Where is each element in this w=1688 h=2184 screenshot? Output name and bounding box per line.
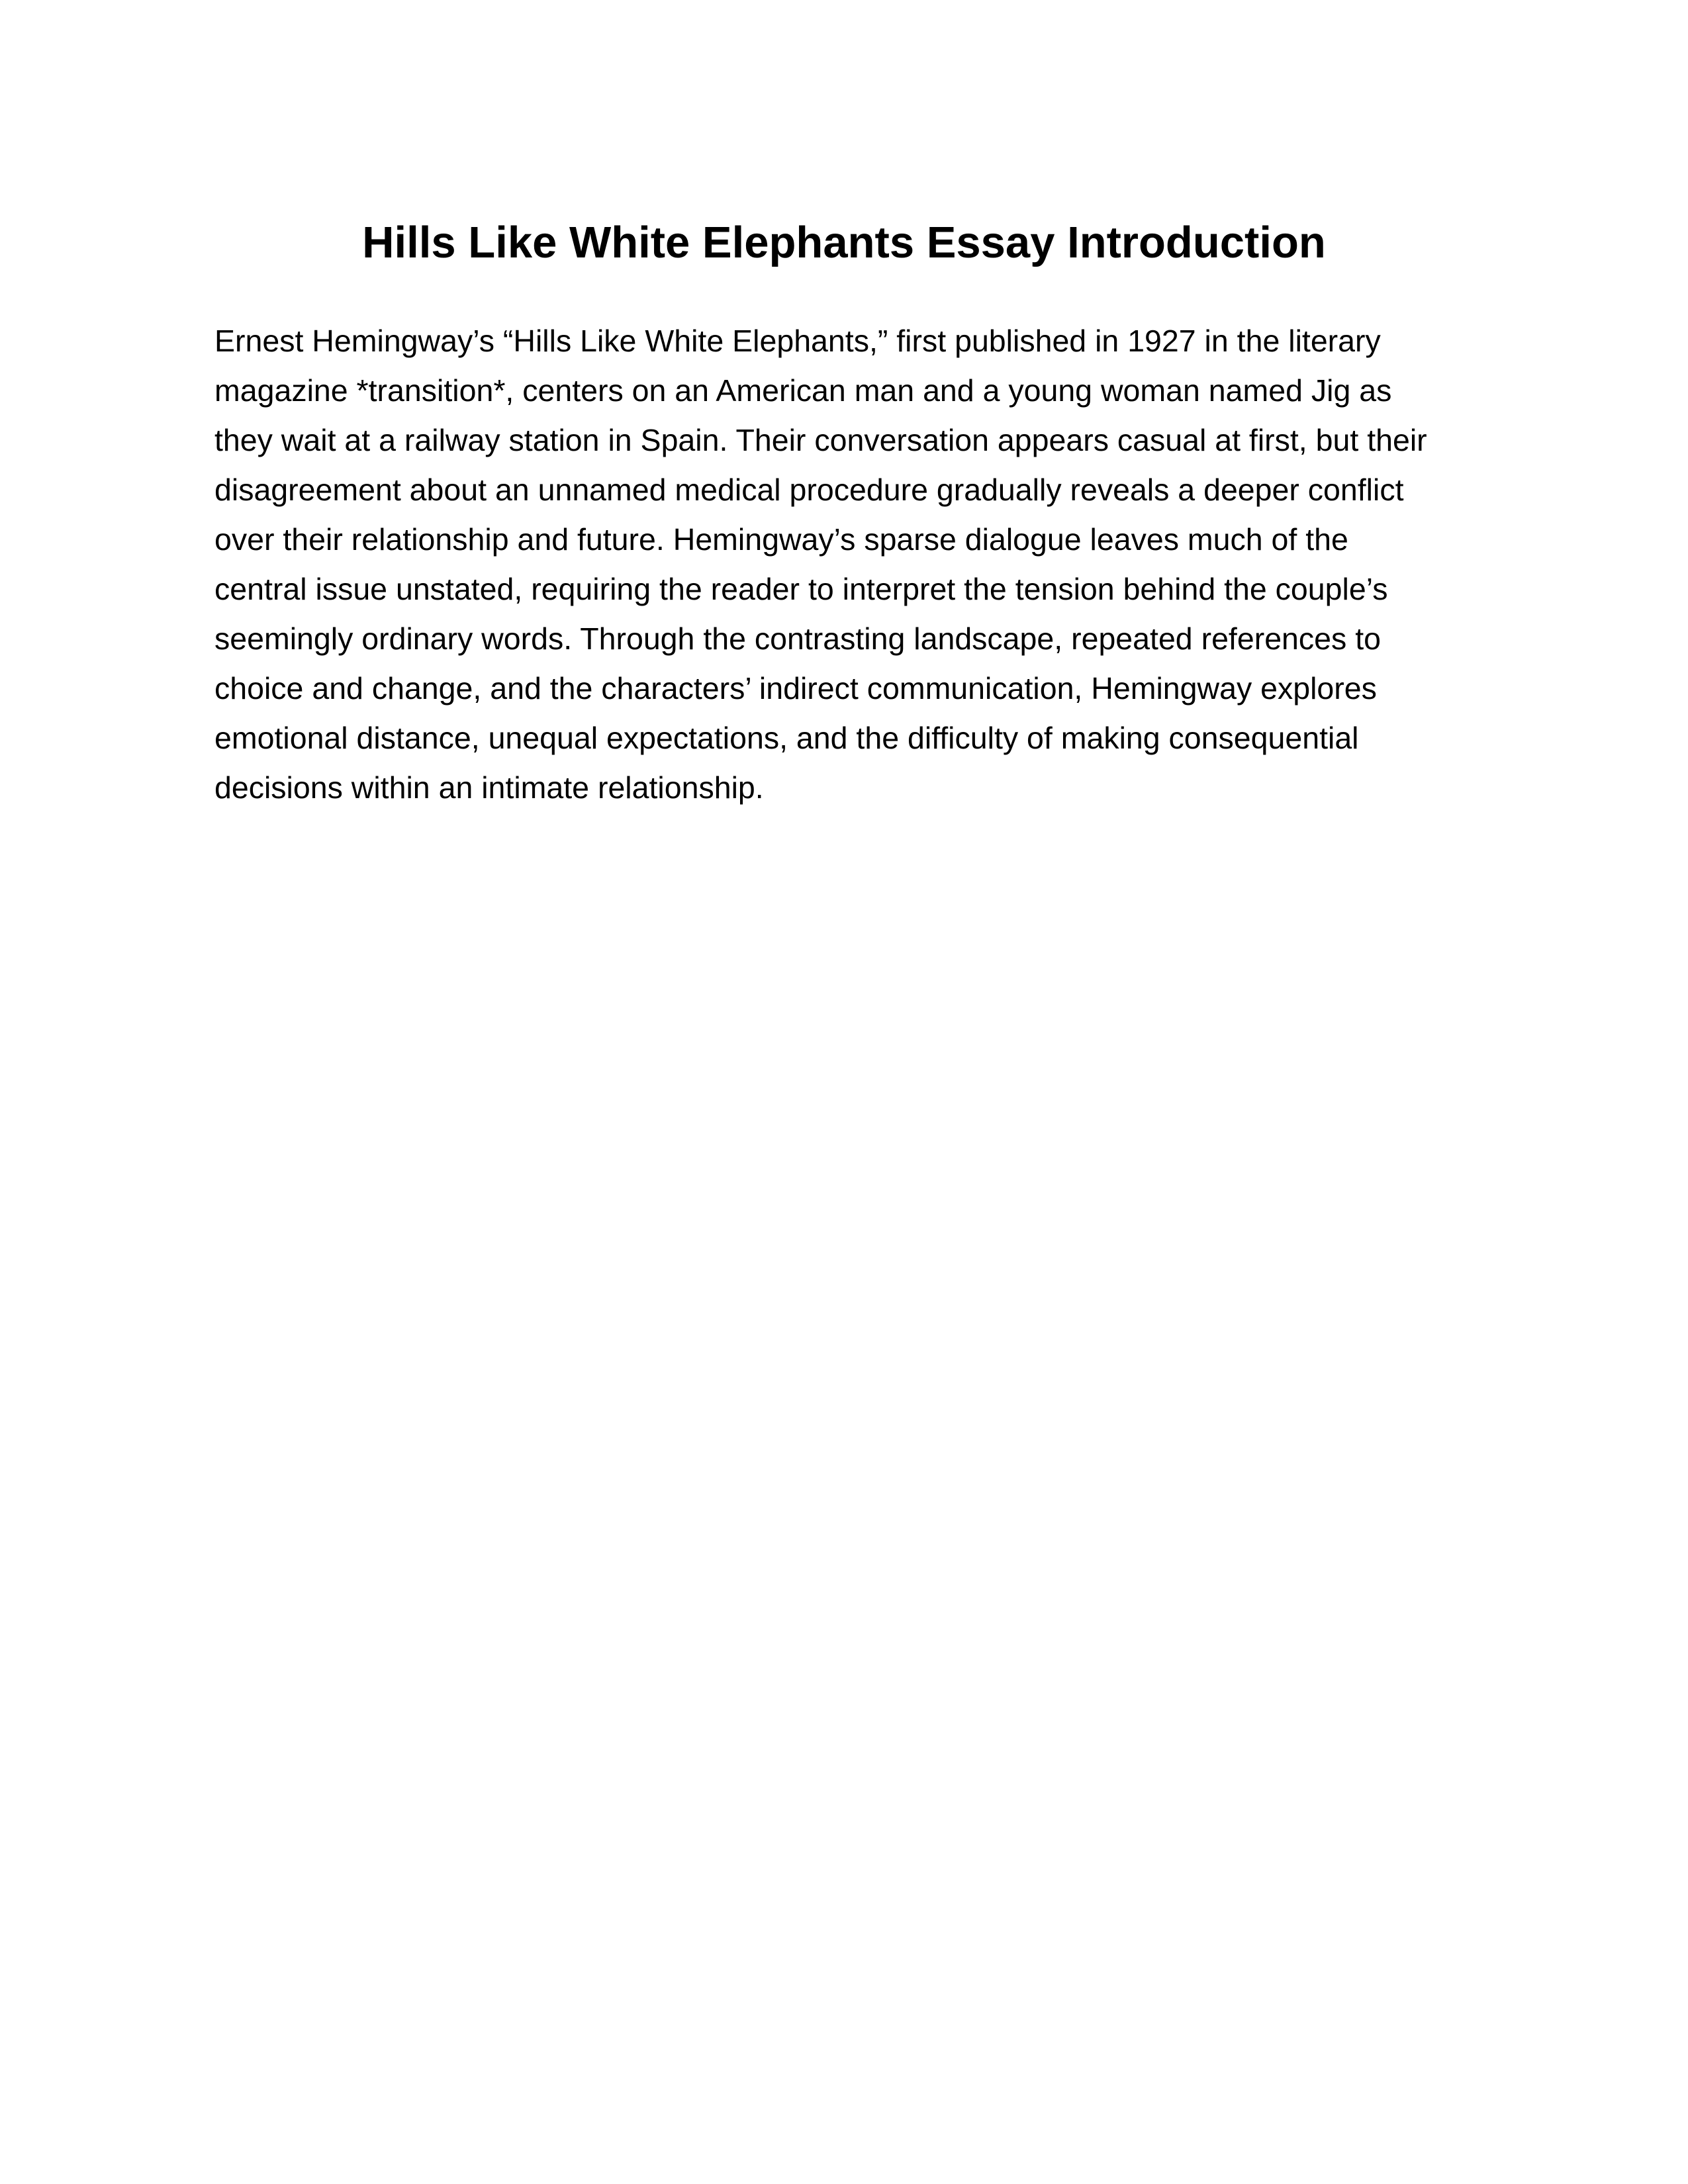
paragraph-line: seemingly ordinary words. Through the contrasting landscape, repeated references to	[214, 621, 1381, 656]
paragraph-line: decisions within an intimate relationship.	[214, 770, 764, 805]
paragraph-line: choice and change, and the characters’ indirect communication, Hemingway explores	[214, 671, 1377, 705]
essay-introduction-paragraph	[214, 316, 1472, 813]
paragraph-line: over their relationship and future. Hemingway’s sparse dialogue leaves much of the	[214, 522, 1348, 557]
paragraph-line: central issue unstated, requiring the reader to interpret the tension behind the couple’s	[214, 572, 1388, 606]
paragraph-line: magazine *transition*, centers on an American man and a young woman named Jig as	[214, 373, 1392, 408]
paragraph-line: Ernest Hemingway’s “Hills Like White Elephants,” first published in 1927 in the literary	[214, 324, 1381, 358]
essay-title: Hills Like White Elephants Essay Introduction	[362, 218, 1326, 267]
paragraph-line: disagreement about an unnamed medical procedure gradually reveals a deeper conflict	[214, 473, 1404, 507]
paragraph-line: they wait at a railway station in Spain. Their conversation appears casual at first, but their	[214, 423, 1427, 457]
paragraph-line: emotional distance, unequal expectations, and the difficulty of making consequential	[214, 721, 1359, 755]
